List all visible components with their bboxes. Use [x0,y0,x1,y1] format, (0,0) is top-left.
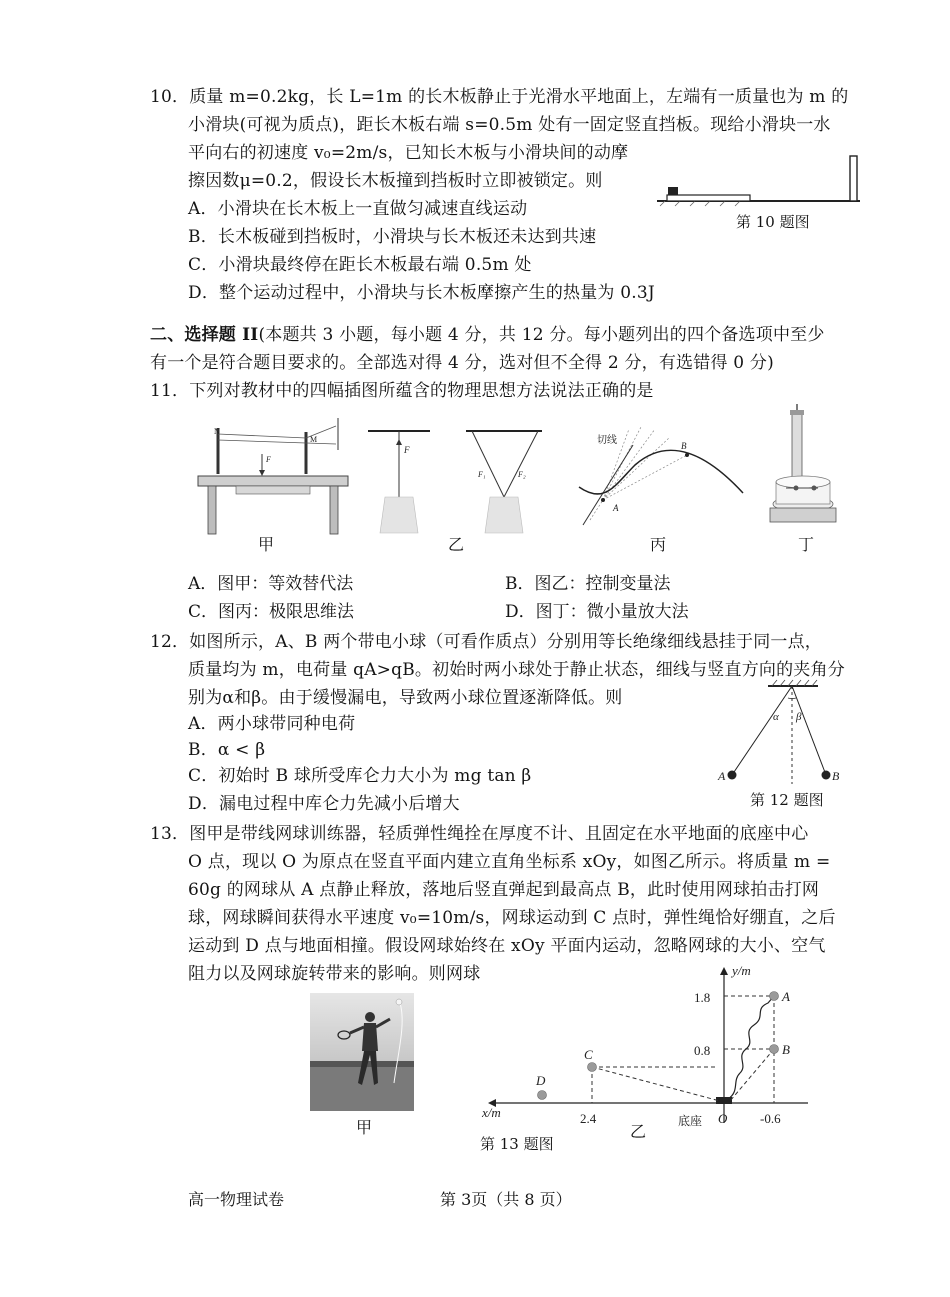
q10-line-3: 平向右的初速度 v₀=2m/s，已知长木板与小滑块间的动摩 [188,143,629,163]
q13-point-b-label: B [782,1042,790,1057]
q13-point-d-label: D [536,1073,546,1088]
q13-y-axis-label: y/m [732,963,751,978]
q11-label-yi: 乙 [448,535,465,554]
q12-option-d: D．漏电过程中库仑力先减小后增大 [188,794,460,814]
q11-bing-a-label: A [613,503,619,513]
q11-label-jia: 甲 [258,535,275,554]
q13-base-label: 底座 [678,1114,703,1128]
q11-yi-f-label: F [404,445,410,455]
q11-option-b: B．图乙：控制变量法 [505,574,671,594]
q13-x-axis-label: x/m [482,1105,501,1120]
q12-beta-label: β [796,711,802,723]
q11-yi-f2-label: F₂ [518,470,526,479]
q11-figure-bing [575,425,750,525]
q10-option-a: A．小滑块在长木板上一直做匀减速直线运动 [188,199,528,219]
q12-line-1: 12．如图所示，A、B 两个带电小球（可看作质点）分别用等长绝缘细线悬挂于同一点， [150,632,823,652]
q12-a-label: A [718,769,726,783]
q10-option-b: B．长木板碰到挡板时，小滑块与长木板还未达到共速 [188,227,597,247]
section2-line-1 [150,323,825,347]
section2-desc-1: (本题共 3 小题，每小题 4 分，共 12 分。每小题列出的四个备选项中至少 [258,325,825,345]
q13-x-tick-1: 2.4 [580,1111,597,1126]
q12-alpha-label: α [773,711,779,723]
q11-option-d: D．图丁：微小量放大法 [505,602,689,622]
q13-line-4: 球，网球瞬间获得水平速度 v₀=10m/s，网球运动到 C 点时，弹性绳恰好绷直，之后 [188,908,836,928]
q11-jia-m-label: M [310,435,318,444]
q13-point-c-label: C [584,1047,593,1062]
q12-b-label: B [832,769,840,783]
q13-figure-caption: 第 13 题图 [480,1135,554,1153]
q13-origin-label: O [718,1111,728,1126]
q13-label-yi: 乙 [630,1122,647,1141]
q10-figure-caption: 第 10 题图 [736,213,810,231]
q11-label-ding: 丁 [798,535,815,554]
q12-line-2: 质量均为 m，电荷量 qA>qB。初始时两小球处于静止状态，细线与竖直方向的夹角分 [188,660,845,680]
q11-bing-tangent-label: 切线 [597,435,617,446]
q13-label-jia: 甲 [356,1118,373,1137]
q11-stem: 11．下列对教材中的四幅插图所蕴含的物理思想方法说法正确的是 [150,381,654,401]
q11-figure-jia [196,410,356,540]
q11-jia-f-label: F [266,455,271,464]
q13-line-5: 运动到 D 点与地面相撞。假设网球始终在 xOy 平面内运动，忽略网球的大小、空气 [188,936,826,956]
q11-option-c: C．图丙：极限思维法 [188,602,355,622]
q11-jia-n-label: N [214,427,220,436]
q13-y-tick-1: 1.8 [694,990,711,1005]
q13-line-3: 60g 的网球从 A 点静止释放，落地后竖直弹起到最高点 B，此时使用网球拍击打网 [188,880,820,900]
q13-x-tick-2: -0.6 [760,1111,781,1126]
q10-option-d: D．整个运动过程中，小滑块与长木板摩擦产生的热量为 0.3J [188,283,655,303]
section2-line-2: 有一个是符合题目要求的。全部选对得 4 分，选对但不全得 2 分，有选错得 0 分) [150,353,774,373]
q11-figure-yi [368,425,548,540]
q13-line-1: 13．图甲是带线网球训练器，轻质弹性绳拴在厚度不计、且固定在水平地面的底座中心 [150,824,809,844]
q10-figure [655,150,865,210]
q11-figure-ding [768,402,838,532]
footer-page-number: 第 3页（共 8 页） [440,1190,572,1209]
q12-figure [718,676,848,786]
section2-title: 二、选择题 II [150,325,259,345]
q10-line-1: 10．质量 m=0.2kg，长 L=1m 的长木板静止于光滑水平地面上，左端有一质量也为 m 的 [150,87,849,107]
q13-line-2: O 点，现以 O 为原点在竖直平面内建立直角坐标系 xOy，如图乙所示。将质量 m = [188,852,831,872]
q13-line-6: 阻力以及网球旋转带来的影响。则网球 [188,964,481,984]
q13-point-a-label: A [782,989,790,1004]
q12-figure-caption: 第 12 题图 [750,791,824,809]
q12-option-c: C．初始时 B 球所受库仑力大小为 mg tan β [188,766,532,786]
q10-option-c: C．小滑块最终停在距长木板最右端 0.5m 处 [188,255,532,275]
q11-label-bing: 丙 [650,535,667,554]
q11-option-a: A．图甲：等效替代法 [188,574,354,594]
q13-figure-yi [478,963,818,1133]
q10-line-2: 小滑块(可视为质点)，距长木板右端 s=0.5m 处有一固定竖直挡板。现给小滑块一水 [188,115,831,135]
q11-bing-b-label: B [681,441,687,451]
q12-option-a: A．两小球带同种电荷 [188,714,356,734]
q11-yi-f1-label: F₁ [478,470,486,479]
footer-subject: 高一物理试卷 [188,1190,285,1209]
q10-line-4: 擦因数μ=0.2，假设长木板撞到挡板时立即被锁定。则 [188,171,603,191]
q12-line-3: 别为α和β。由于缓慢漏电，导致两小球位置逐渐降低。则 [188,688,623,708]
q13-y-tick-2: 0.8 [694,1043,711,1058]
q13-photo-jia [310,993,414,1111]
q12-option-b: B．α < β [188,740,266,760]
